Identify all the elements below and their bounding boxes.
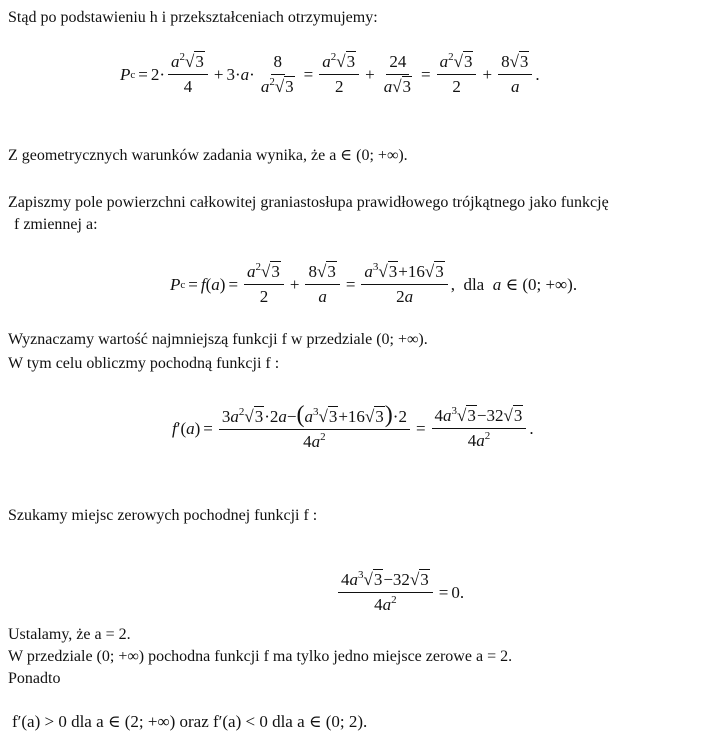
paragraph-substitution [8,8,378,28]
text-p4b: W tym celu obliczmy pochodną funkcji f : [8,355,280,372]
paragraph-derivative [8,354,279,374]
text-p3a: Zapiszmy pole powierzchni całkowitej graniastosłupa prawidłowego trójkątnego jako funkcję [8,194,609,211]
paragraph-single-zero [8,647,512,667]
paragraph-sign-analysis [12,712,367,732]
text-p3b: f zmiennej a: [14,216,98,233]
paragraph-area-function [8,193,609,213]
text-p7: W przedziale (0; +∞) pochodna funkcji f ma tylko jedno miejsce zerowe a = 2. [8,648,513,665]
paragraph-minimum [8,330,428,350]
text-p9: f′(a) > 0 dla a ∈ (2; +∞) oraz f′(a) < 0 dla a ∈ (0; 2). [12,712,368,731]
equation-1: P c = 2· $\frac{a^2√3}{4}$ + 3· a · $\frac{8}{a^2√3}$ = $\frac{a^2√3}{2}$ + $\frac{24}{a√3}$ = $\frac{a^2√3}{2}$ + $\frac{8√3}{a}$ . [120,51,540,96]
text-p8: Ponadto [8,670,61,687]
text-p5: Szukamy miejsc zerowych pochodnej funkcji f : [8,507,318,524]
paragraph-set-a [8,625,131,645]
equation-3: f ′( a ) = $\frac{3a^2√3\cdot 2a-(a^3√3+16√3)\cdot 2}{4a^2}$ = $\frac{4a^3√3-32√3}{4a^2}$ . [172,402,534,451]
equation-4: $\frac{4a^3√3-32√3}{4a^2}$ = 0. [335,570,464,615]
paragraph-area-function-2 [14,215,98,235]
text-p6: Ustalamy, że a = 2. [8,626,131,643]
paragraph-moreover [8,669,60,689]
text-p1: Stąd po podstawieniu h i przekształceniach otrzymujemy: [8,9,378,26]
paragraph-zeros [8,506,317,526]
equation-2: P c = f ( a ) = $\frac{a^2√3}{2}$ + $\frac{8√3}{a}$ = $\frac{a^3√3+16√3}{2a}$ , dla a ∈ (0; +∞). [170,261,578,306]
text-p2: Z geometrycznych warunków zadania wynika, że a ∈ (0; +∞). [8,147,408,164]
paragraph-domain [8,146,408,166]
text-p4a: Wyznaczamy wartość najmniejszą funkcji f w przedziale (0; +∞). [8,331,428,348]
